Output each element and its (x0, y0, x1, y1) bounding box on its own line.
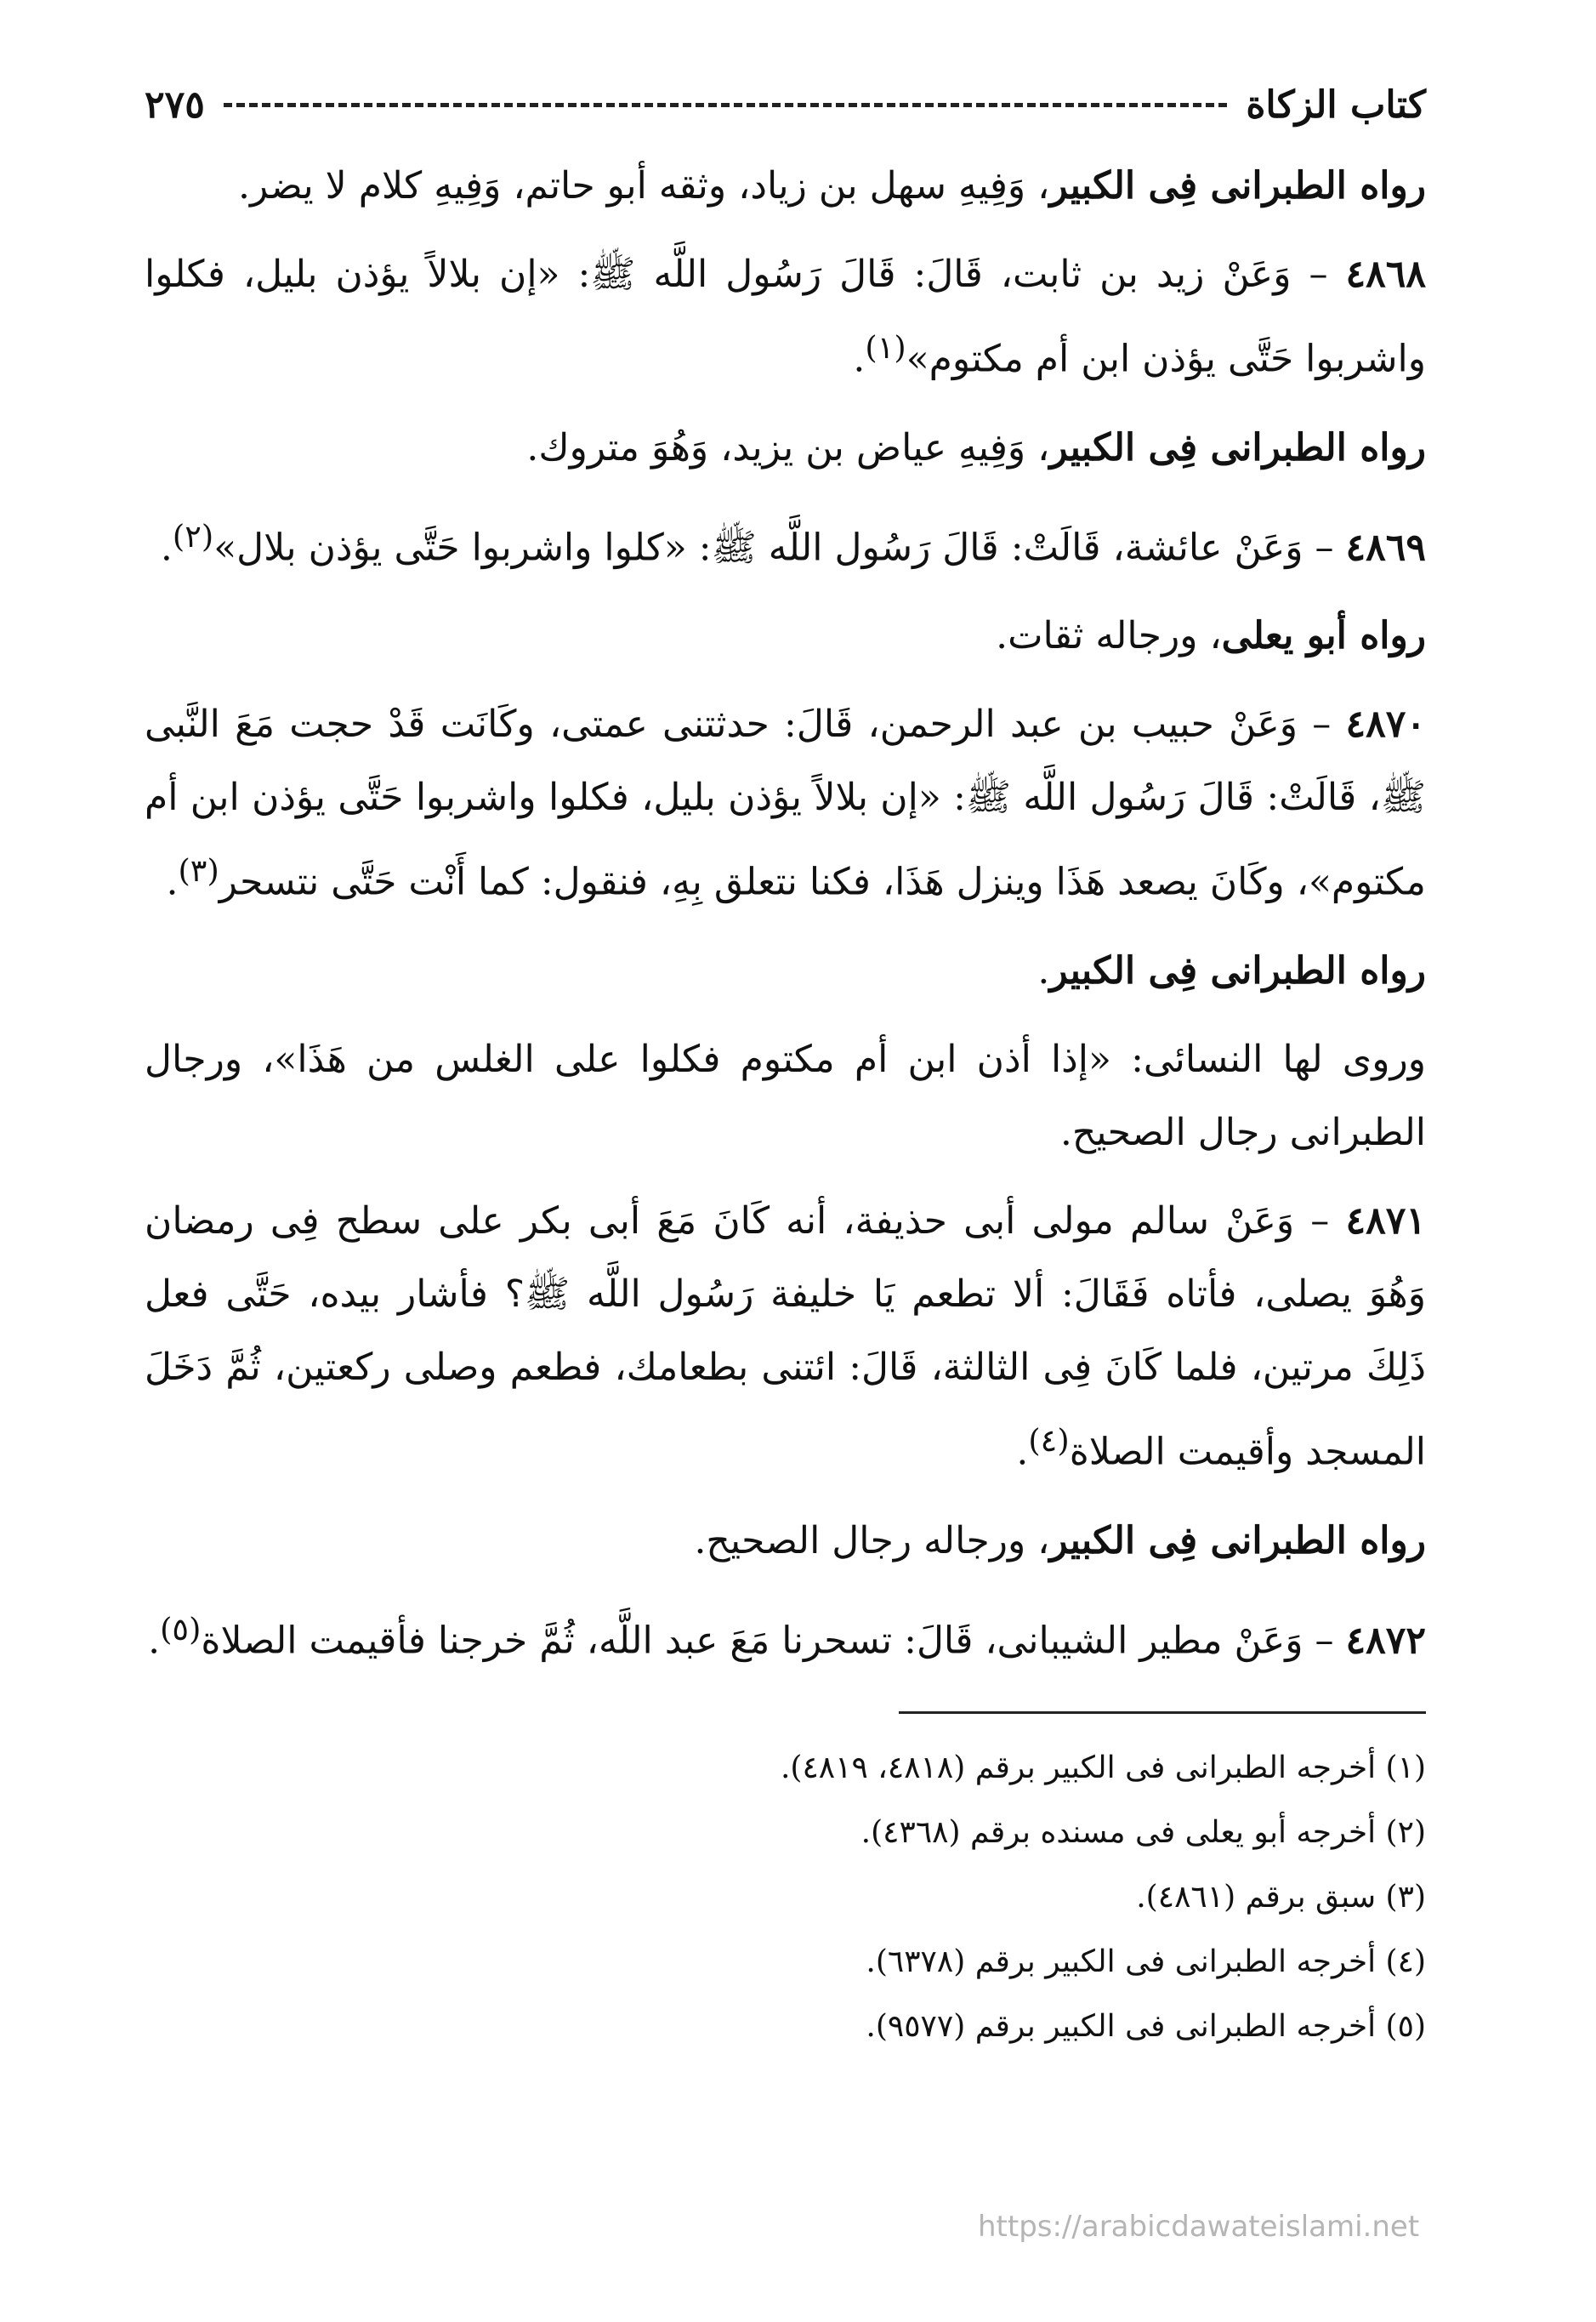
hadith-4869: ٤٨٦٩ – وَعَنْ عائشة، قَالَتْ: قَالَ رَسُول اللَّه ﷺ: «كلوا واشربوا حَتَّى يؤذن بلال»$^{(٢)}$. (160, 517, 1426, 570)
hadith-4872: ٤٨٧٢ – وَعَنْ مطير الشيبانى، قَالَ: تسحرنا مَعَ عبد اللَّه، ثُمَّ خرجنا فأقيمت الصلاة$^{(٥)}$. (148, 1610, 1426, 1663)
source-note: رواه أبو يعلى، ورجاله ثقات. (996, 614, 1426, 658)
book-page (145, 75, 1426, 2059)
book-title: كتاب الزكاة (1246, 83, 1426, 127)
watermark-url: https://arabicdawateislami.net (978, 2210, 1420, 2244)
hadith-4870: ٤٨٧٠ – وَعَنْ حبيب بن عبد الرحمن، قَالَ: حدثتنى عمتى، وكَانَت قَدْ حجت مَعَ النَّبى ﷺ، قَالَتْ: قَالَ رَسُول اللَّه ﷺ: «إن بلالاً يؤذن بليل، فكلوا واشربوا حَتَّى يؤذن ابن أم مكتوم»، وكَانَ يصعد هَذَا وينزل هَذَا، فكنا نتعلق بِهِ، فنقول: كما أَنْت حَتَّى نتسحر$^{(٣)}$. (145, 703, 1426, 904)
hadith-4868: ٤٨٦٨ – وَعَنْ زيد بن ثابت، قَالَ: قَالَ رَسُول اللَّه ﷺ: «إن بلالاً يؤذن بليل، فكلوا واشربوا حَتَّى يؤذن ابن أم مكتوم»$^{(١)}$. (145, 253, 1426, 381)
footnote: (٥) أخرجه الطبرانى فى الكبير برقم (٩٥٧٧). (866, 2009, 1426, 2045)
footnote-ref: (٣) (178, 852, 219, 890)
footnote-ref: (١) (865, 329, 906, 366)
source-note: رواه الطبرانى فِى الكبير، وَفِيهِ سهل بن زياد، وثقه أبو حاتم، وَفِيهِ كلام لا يضر. (238, 164, 1426, 208)
running-header (145, 75, 1426, 134)
hadith-4871: ٤٨٧١ – وَعَنْ سالم مولى أبى حذيفة، أنه كَانَ مَعَ أبى بكر على سطح فِى رمضان وَهُوَ يصلى، فأتاه فَقَالَ: ألا تطعم يَا خليفة رَسُول اللَّه ﷺ؟ فأشار بيده، حَتَّى فعل ذَلِكَ مرتين، فلما كَانَ فِى الثالثة، قَالَ: ائتنى بطعامك، فطعم وصلى ركعتين، ثُمَّ دَخَلَ المسجد وأقيمت الصلاة$^{(٤)}$. (145, 1198, 1426, 1474)
header-dashed-rule (224, 103, 1227, 107)
footnote-ref: (٢) (172, 517, 214, 555)
footnote-ref: (٤) (1028, 1421, 1070, 1459)
main-text (145, 150, 1426, 1677)
footnote-separator (899, 1711, 1426, 1714)
footnotes (145, 1736, 1426, 2059)
footnote: (١) أخرجه الطبرانى فى الكبير برقم (٤٨١٨، ٤٨١٩). (780, 1750, 1426, 1786)
source-note: رواه الطبرانى فِى الكبير. (1037, 948, 1426, 993)
footnote: (٣) سبق برقم (٤٨٦١). (1136, 1880, 1426, 1915)
footnote: (٤) أخرجه الطبرانى فى الكبير برقم (٦٣٧٨). (866, 1944, 1426, 1980)
footnote: (٢) أخرجه أبو يعلى فى مسنده برقم (٤٣٦٨). (860, 1815, 1426, 1851)
plain-paragraph: وروى لها النسائى: «إذا أذن ابن أم مكتوم فكلوا على الغلس من هَذَا»، ورجال الطبرانى رجال الصحيح. (145, 1037, 1426, 1154)
source-note: رواه الطبرانى فِى الكبير، وَفِيهِ عياض بن يزيد، وَهُوَ متروك. (526, 425, 1426, 470)
source-note: رواه الطبرانى فِى الكبير، ورجاله رجال الصحيح. (694, 1518, 1426, 1562)
page-number: ٢٧٥ (145, 83, 205, 127)
footnote-ref: (٥) (160, 1610, 202, 1648)
